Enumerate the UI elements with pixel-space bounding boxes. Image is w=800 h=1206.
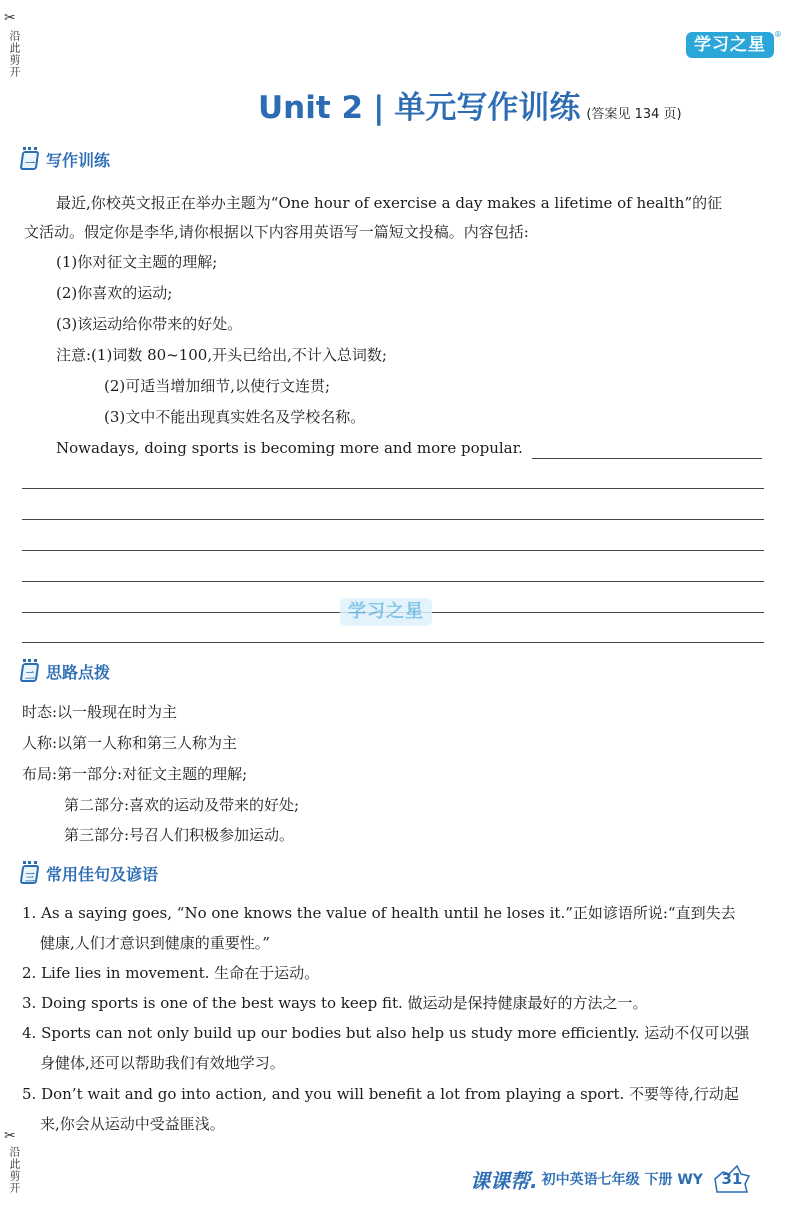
- tip-person: 人称:以第一人称和第三人称为主: [22, 734, 238, 752]
- notepad-icon: 二: [20, 659, 40, 683]
- tip-layout-2: 第二部分:喜欢的运动及带来的好处;: [64, 796, 300, 814]
- section-title: 写作训练: [46, 150, 111, 170]
- task-point-2: (2)你喜欢的运动;: [56, 284, 173, 302]
- logo-registered-mark: ®: [774, 30, 782, 39]
- scissors-icon: ✂: [4, 10, 16, 26]
- task-note-1: 注意:(1)词数 80~100,开头已给出,不计入总词数;: [56, 346, 387, 364]
- title-divider: |: [373, 90, 385, 126]
- footer-book-title: 初中英语七年级 下册 WY: [541, 1172, 703, 1188]
- title-chinese: 单元写作训练: [394, 90, 581, 126]
- tip-layout-1: 布局:第一部分:对征文主题的理解;: [22, 765, 248, 783]
- brand-logo: 学习之星: [686, 32, 774, 58]
- sentence-5-line2: 来,你会从运动中受益匪浅。: [40, 1115, 225, 1133]
- sentence-4-line1: 4. Sports can not only build up our bodies but also help us study more efficiently. 运动不仅可以强: [22, 1024, 750, 1042]
- cut-mark-label-bottom: 沿此剪开: [8, 1146, 21, 1194]
- writing-line[interactable]: [22, 519, 764, 520]
- writing-line[interactable]: [532, 458, 762, 459]
- task-intro-line1: 最近,你校英文报正在举办主题为“One hour of exercise a day makes a lifetime of health”的征: [56, 194, 723, 212]
- task-intro-line2: 文活动。假定你是李华,请你根据以下内容用英语写一篇短文投稿。内容包括:: [24, 223, 529, 241]
- answer-reference: (答案见 134 页): [586, 107, 682, 122]
- page-number: 31: [721, 1170, 743, 1188]
- essay-opening: Nowadays, doing sports is becoming more and more popular.: [56, 439, 523, 457]
- writing-line[interactable]: [22, 581, 764, 582]
- sentence-2: 2. Life lies in movement. 生命在于运动。: [22, 964, 320, 982]
- cut-mark-label: 沿此剪开: [8, 30, 21, 78]
- page-footer: [470, 1162, 753, 1196]
- page-number-badge: [709, 1162, 753, 1196]
- section-writing-practice: [20, 144, 110, 174]
- page-title: [258, 82, 682, 127]
- watermark-logo: 学习之星: [340, 598, 432, 626]
- notepad-icon: 一: [20, 147, 40, 171]
- sentence-5-line1: 5. Don’t wait and go into action, and you will benefit a lot from playing a sport. 不要等待,行动起: [22, 1085, 739, 1103]
- sentence-3: 3. Doing sports is one of the best ways to keep fit. 做运动是保持健康最好的方法之一。: [22, 994, 648, 1012]
- title-unit: Unit 2: [258, 90, 364, 126]
- task-note-3: (3)文中不能出现真实姓名及学校名称。: [104, 408, 366, 426]
- section-title: 常用佳句及谚语: [46, 864, 159, 884]
- notepad-icon: 三: [20, 861, 40, 885]
- sentence-4-line2: 身健体,还可以帮助我们有效地学习。: [40, 1054, 285, 1072]
- section-title: 思路点拨: [46, 662, 111, 682]
- section-thinking-tips: [20, 656, 110, 686]
- task-point-3: (3)该运动给你带来的好处。: [56, 315, 243, 333]
- scissors-icon-bottom: ✂: [4, 1128, 16, 1144]
- tip-tense: 时态:以一般现在时为主: [22, 703, 178, 721]
- writing-line[interactable]: [22, 642, 764, 643]
- writing-line[interactable]: [22, 550, 764, 551]
- writing-line[interactable]: [22, 488, 764, 489]
- sentence-1-line1: 1. As a saying goes, “No one knows the value of health until he loses it.”正如谚语所说:“直到失去: [22, 904, 736, 922]
- sentence-1-line2: 健康,人们才意识到健康的重要性。”: [40, 934, 270, 952]
- tip-layout-3: 第三部分:号召人们积极参加运动。: [64, 826, 295, 844]
- footer-brand: 课课帮.: [470, 1168, 538, 1193]
- task-point-1: (1)你对征文主题的理解;: [56, 253, 218, 271]
- task-note-2: (2)可适当增加细节,以使行文连贯;: [104, 377, 331, 395]
- section-useful-sentences: [20, 858, 158, 888]
